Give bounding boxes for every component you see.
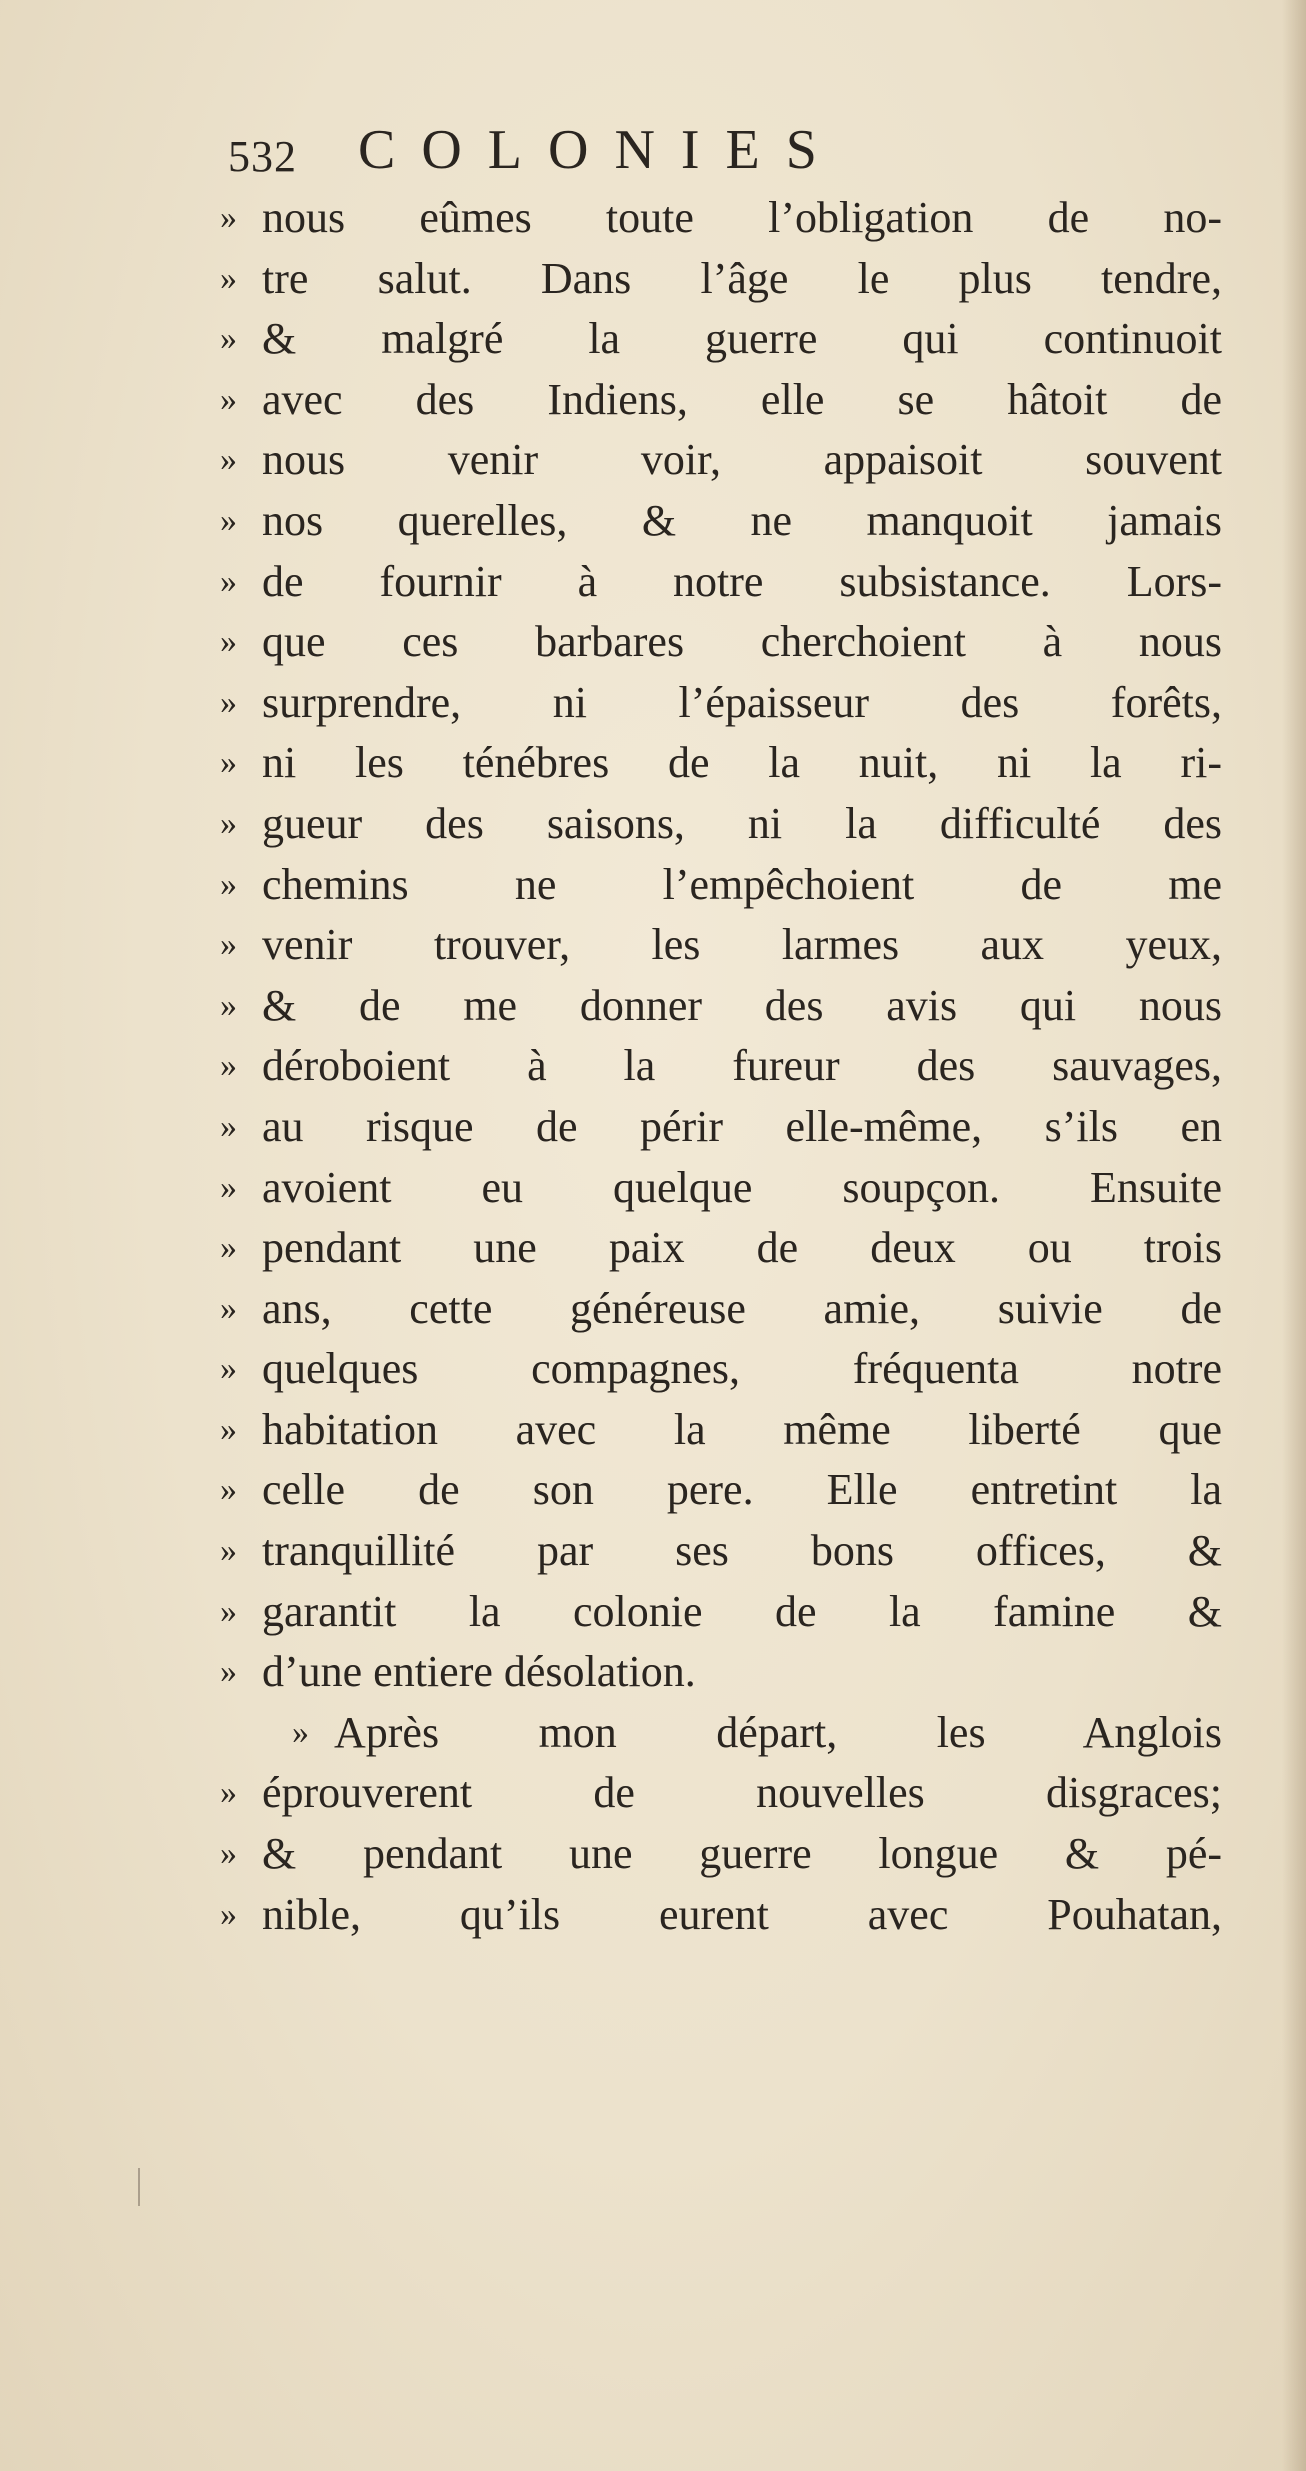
- line-text: venir trouver, les larmes aux yeux,: [262, 920, 1222, 970]
- quote-mark: »: [220, 501, 237, 539]
- line-text: chemins ne l’empêchoient de me: [262, 859, 1222, 909]
- quote-mark: »: [220, 683, 237, 721]
- line-text: nos querelles, & ne manquoit jamais: [262, 495, 1222, 545]
- quote-mark: »: [220, 380, 237, 418]
- text-line: [220, 188, 1232, 249]
- line-text: tre salut. Dans l’âge le plus tendre,: [262, 253, 1222, 303]
- line-text: nous eûmes toute l’obligation de no-: [262, 193, 1222, 242]
- line-text: gueur des saisons, ni la difficulté des: [262, 798, 1222, 848]
- quote-mark: »: [220, 1350, 237, 1388]
- line-text: tranquillité par ses bons offices, &: [262, 1526, 1222, 1576]
- quote-mark: »: [220, 1168, 237, 1206]
- line-text: & malgré la guerre qui continuoit: [262, 314, 1222, 364]
- line-text: & de me donner des avis qui nous: [262, 980, 1222, 1030]
- line-text: surprendre, ni l’épaisseur des forêts,: [262, 677, 1222, 727]
- text-line: [220, 855, 1232, 916]
- text-line: [220, 1218, 1232, 1279]
- line-text: éprouverent de nouvelles disgraces;: [262, 1768, 1222, 1818]
- quote-mark: »: [220, 1895, 237, 1933]
- line-text: habitation avec la même liberté que: [262, 1404, 1222, 1454]
- text-line: [220, 552, 1232, 613]
- line-text: garantit la colonie de la famine &: [262, 1586, 1222, 1636]
- quote-mark: »: [220, 1047, 237, 1085]
- text-line: [220, 309, 1232, 370]
- line-text: ni les ténébres de la nuit, ni la ri-: [262, 738, 1222, 788]
- text-line: [220, 1400, 1232, 1461]
- text-line: [220, 1097, 1232, 1158]
- text-line: [220, 915, 1232, 976]
- quote-mark: »: [220, 1835, 237, 1873]
- line-text: pendant une paix de deux ou trois: [262, 1223, 1222, 1273]
- page-number: 532: [228, 132, 297, 181]
- line-text: nible, qu’ils eurent avec Pouhatan,: [262, 1889, 1222, 1939]
- text-line: [220, 249, 1232, 310]
- quote-mark: »: [220, 865, 237, 903]
- text-line: [220, 1339, 1232, 1400]
- text-line: [220, 733, 1232, 794]
- text-line: [220, 1279, 1232, 1340]
- page-header: [228, 112, 1008, 182]
- quote-mark: »: [220, 1289, 237, 1327]
- quote-mark: »: [220, 744, 237, 782]
- line-text: avoient eu quelque soupçon. Ensuite: [262, 1162, 1222, 1212]
- quote-mark: »: [220, 1774, 237, 1812]
- line-text: quelques compagnes, fréquenta notre: [262, 1344, 1222, 1394]
- quote-mark: »: [220, 1229, 237, 1267]
- line-text: au risque de périr elle-même, s’ils en: [262, 1101, 1222, 1151]
- quote-mark: »: [220, 1471, 237, 1509]
- line-text: d’une entiere désolation.: [262, 1647, 696, 1697]
- text-line: [220, 430, 1232, 491]
- quote-mark: »: [220, 562, 237, 600]
- line-text: déroboient à la fureur des sauvages,: [262, 1041, 1222, 1091]
- text-line-paragraph-start: [220, 1703, 1232, 1764]
- quote-mark: »: [220, 1107, 237, 1145]
- quote-mark: »: [220, 441, 237, 479]
- quote-mark: »: [220, 623, 237, 661]
- text-line: [220, 612, 1232, 673]
- quote-mark: »: [220, 1410, 237, 1448]
- line-text: Après mon départ, les Anglois: [334, 1707, 1222, 1757]
- line-text: nous venir voir, appaisoit souvent: [262, 435, 1222, 485]
- line-text: ans, cette généreuse amie, suivie de: [262, 1283, 1222, 1333]
- line-text: & pendant une guerre longue & pé-: [262, 1829, 1222, 1879]
- text-line: [220, 1582, 1232, 1643]
- text-line: [220, 976, 1232, 1037]
- text-line: [220, 673, 1232, 734]
- line-text: que ces barbares cherchoient à nous: [262, 617, 1222, 667]
- text-line: [220, 370, 1232, 431]
- line-text: avec des Indiens, elle se hâtoit de: [262, 374, 1222, 424]
- text-line-paragraph-end: [220, 1642, 1232, 1703]
- text-line: [220, 1824, 1232, 1885]
- quote-mark: »: [220, 1532, 237, 1570]
- text-line: [220, 1521, 1232, 1582]
- text-line: [220, 794, 1232, 855]
- line-text: de fournir à notre subsistance. Lors-: [262, 556, 1222, 606]
- line-text: celle de son pere. Elle entretint la: [262, 1465, 1222, 1515]
- text-line: [220, 1885, 1232, 1946]
- quote-mark: »: [220, 259, 237, 297]
- text-line: [220, 1460, 1232, 1521]
- text-line: [220, 1763, 1232, 1824]
- text-line: [220, 491, 1232, 552]
- body-text: [220, 188, 1232, 1945]
- quote-mark: »: [220, 1653, 237, 1691]
- running-head: COLONIES: [358, 119, 843, 181]
- quote-mark: »: [220, 1592, 237, 1630]
- quote-mark: »: [220, 320, 237, 358]
- text-line: [220, 1036, 1232, 1097]
- quote-mark: »: [220, 926, 237, 964]
- quote-mark: »: [292, 1713, 309, 1751]
- text-line: [220, 1158, 1232, 1219]
- margin-pencil-mark: [138, 2168, 140, 2206]
- quote-mark: »: [220, 804, 237, 842]
- quote-mark: »: [220, 986, 237, 1024]
- quote-mark: »: [220, 199, 237, 236]
